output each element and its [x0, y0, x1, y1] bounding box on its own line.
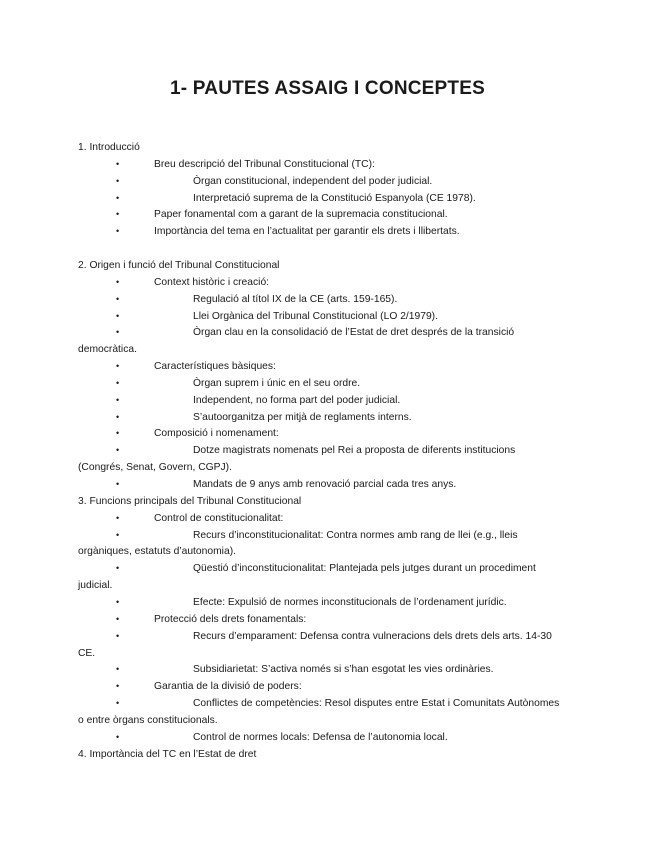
line-text: 1. Introducció	[78, 142, 140, 153]
bullet: •	[116, 732, 120, 742]
continuation-line	[0, 341, 655, 358]
bullet: •	[116, 664, 120, 674]
document-title: 1- PAUTES ASSAIG I CONCEPTES	[170, 78, 485, 99]
bullet: •	[116, 698, 120, 708]
bullet: •	[116, 513, 120, 523]
list-item	[0, 358, 655, 375]
bullet: •	[116, 277, 120, 287]
bullet: •	[116, 311, 120, 321]
sub-list-item	[0, 291, 655, 308]
line-text: Dotze magistrats nomenats pel Rei a proposta de diferents institucions	[193, 445, 516, 456]
bullet: •	[116, 479, 120, 489]
line-text: Recurs d’emparament: Defensa contra vulneracions dels drets dels arts. 14-30	[193, 631, 552, 642]
line-text: Paper fonamental com a garant de la supremacia constitucional.	[154, 209, 448, 220]
line-text: Importància del tema en l’actualitat per garantir els drets i llibertats.	[154, 226, 460, 237]
sub-list-item	[0, 661, 655, 678]
line-text: Protecció dels drets fonamentals:	[154, 614, 307, 625]
list-item	[0, 425, 655, 442]
list-item	[0, 156, 655, 173]
line-text: (Congrés, Senat, Govern, CGPJ).	[78, 462, 232, 473]
line-text: Interpretació suprema de la Constitució Espanyola (CE 1978).	[193, 193, 476, 204]
bullet: •	[116, 631, 120, 641]
sub-list-item	[0, 628, 655, 645]
line-text: S’autoorganitza per mitjà de reglaments interns.	[193, 412, 412, 423]
sub-list-item	[0, 375, 655, 392]
list-item	[0, 274, 655, 291]
line-text: Conflictes de competències: Resol disputes entre Estat i Comunitats Autònomes	[193, 698, 560, 709]
line-text: Control de constitucionalitat:	[154, 513, 284, 524]
line-text: 3. Funcions principals del Tribunal Constitucional	[78, 496, 302, 507]
line-text: 2. Origen i funció del Tribunal Constitucional	[78, 260, 280, 271]
bullet: •	[116, 530, 120, 540]
bullet: •	[116, 327, 120, 337]
bullet: •	[116, 563, 120, 573]
bullet: •	[116, 226, 120, 236]
line-text: democràtica.	[78, 344, 137, 355]
line-text: o entre òrgans constitucionals.	[78, 715, 218, 726]
section-heading	[0, 493, 655, 510]
sub-list-item	[0, 527, 655, 544]
line-text: Efecte: Expulsió de normes inconstitucionals de l’ordenament jurídic.	[193, 597, 507, 608]
bullet: •	[116, 209, 120, 219]
section-heading	[0, 746, 655, 763]
sub-list-item	[0, 442, 655, 459]
line-text: CE.	[78, 648, 96, 659]
bullet: •	[116, 176, 120, 186]
sub-list-item	[0, 173, 655, 190]
continuation-line	[0, 459, 655, 476]
line-text: Composició i nomenament:	[154, 428, 279, 439]
sub-list-item	[0, 560, 655, 577]
list-item	[0, 611, 655, 628]
line-text: Òrgan clau en la consolidació de l’Estat de dret després de la transició	[193, 327, 515, 338]
line-text: Llei Orgànica del Tribunal Constitucional (LO 2/1979).	[193, 311, 438, 322]
sub-list-item	[0, 594, 655, 611]
sub-list-item	[0, 190, 655, 207]
line-text: Regulació al títol IX de la CE (arts. 159-165).	[193, 294, 398, 305]
section-heading	[0, 257, 655, 274]
bullet: •	[116, 361, 120, 371]
line-text: Control de normes locals: Defensa de l’autonomia local.	[193, 732, 448, 743]
line-text: Mandats de 9 anys amb renovació parcial cada tres anys.	[193, 479, 457, 490]
continuation-line	[0, 645, 655, 662]
bullet: •	[116, 193, 120, 203]
bullet: •	[116, 378, 120, 388]
bullet: •	[116, 395, 120, 405]
list-item	[0, 678, 655, 695]
sub-list-item	[0, 308, 655, 325]
line-text: Subsidiarietat: S’activa només si s’han esgotat les vies ordinàries.	[193, 664, 494, 675]
sub-list-item	[0, 409, 655, 426]
continuation-line	[0, 577, 655, 594]
sub-list-item	[0, 392, 655, 409]
line-text: 4. Importància del TC en l’Estat de dret	[78, 749, 257, 760]
line-text: Òrgan suprem i únic en el seu ordre.	[193, 378, 361, 389]
line-text: Recurs d’inconstitucionalitat: Contra normes amb rang de llei (e.g., lleis	[193, 530, 518, 541]
bullet: •	[116, 445, 120, 455]
list-item	[0, 510, 655, 527]
bullet: •	[116, 614, 120, 624]
line-text: judicial.	[78, 580, 113, 591]
sub-list-item	[0, 324, 655, 341]
line-text: orgàniques, estatuts d’autonomia).	[78, 546, 236, 557]
bullet: •	[116, 412, 120, 422]
sub-list-item	[0, 729, 655, 746]
line-text: Context històric i creació:	[154, 277, 270, 288]
bullet: •	[116, 681, 120, 691]
section-heading	[0, 139, 655, 156]
line-text: Garantia de la divisió de poders:	[154, 681, 302, 692]
bullet: •	[116, 597, 120, 607]
sub-list-item	[0, 695, 655, 712]
bullet: •	[116, 428, 120, 438]
bullet: •	[116, 294, 120, 304]
line-text: Breu descripció del Tribunal Constitucional (TC):	[154, 159, 375, 170]
line-text: Independent, no forma part del poder judicial.	[193, 395, 401, 406]
list-item	[0, 223, 655, 240]
line-text: Característiques bàsiques:	[154, 361, 276, 372]
bullet: •	[116, 159, 120, 169]
line-text: Òrgan constitucional, independent del poder judicial.	[193, 176, 433, 187]
continuation-line	[0, 712, 655, 729]
line-text: Qüestió d’inconstitucionalitat: Plantejada pels jutges durant un procediment	[193, 563, 536, 574]
continuation-line	[0, 543, 655, 560]
list-item	[0, 206, 655, 223]
sub-list-item	[0, 476, 655, 493]
